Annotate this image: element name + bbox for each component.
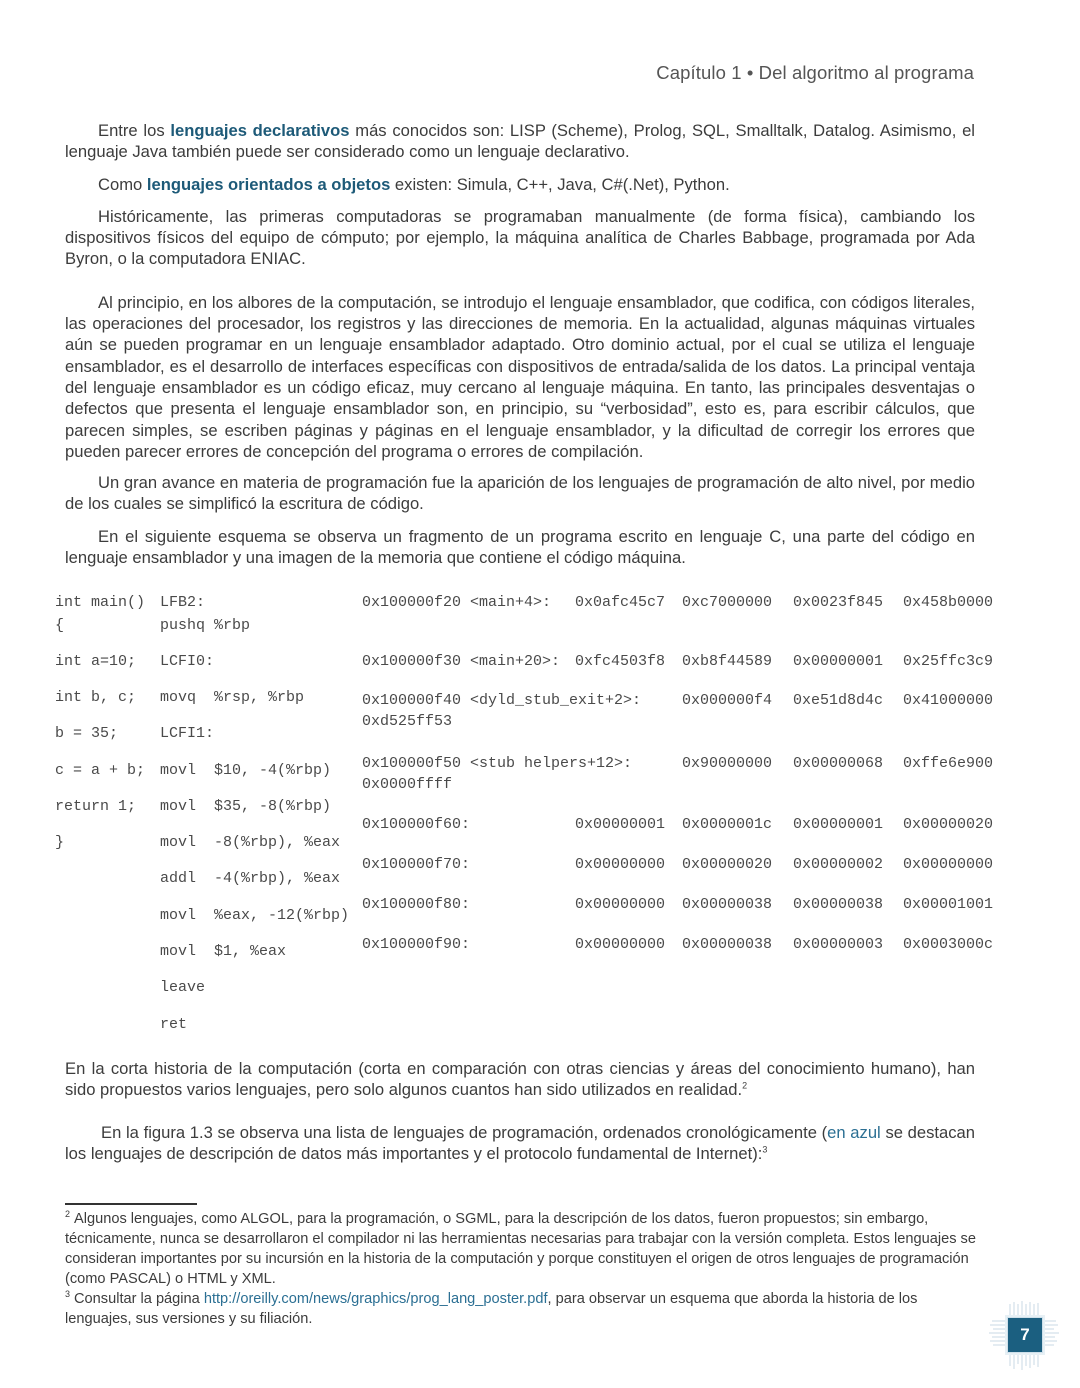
c-source-line: return 1; [55, 798, 137, 815]
text: más conocidos son: LISP (Scheme), Prolog, SQL, Smalltalk, Datalog. Asimismo, el lenguaje Java también puede ser considerado como un lenguaje declarativo. [65, 121, 975, 162]
memory-word: 0x00000002 [793, 856, 884, 873]
memory-word: 0x0000001c [682, 816, 773, 833]
paragraph-assembler: Al principio, en los albores de la computación, se introdujo el lenguaje ensamblador, que codifica, con códigos literales, las operaciones del procesador, los registros y las direcciones de memoria. En la actualidad, algunas máquinas virtuales aún se pueden programar en un lenguaje ensamblador adaptado. Otro dominio actual, por el cual se utiliza el lenguaje ensamblador, es el desarrollo de interfaces específicas con dispositivos de entrada/salida de los datos. La principal ventaja del lenguaje ensamblador es un código eficaz, muy cercano al lenguaje máquina. En tanto, las principales desventajas o defectos que presenta el lenguaje ensamblador son, en principio, su “verbosidad”, esto es, para escribir cálculos, que parecen simples, se escriben páginas y páginas en el lenguaje ensamblador, y la dificultad de corregir los errores que pueden parecer errores de concepción del programa o errores de compilación. [65, 292, 975, 461]
c-source-line: } [55, 834, 65, 851]
highlight-term: lenguajes declarativos [170, 121, 350, 140]
footnote-text: , para observar un esquema que aborda la historia de los lenguajes, sus versiones y su filiación. [65, 1291, 918, 1327]
assembly-line: LFB2: [160, 594, 206, 611]
assembly-line: movq %rsp, %rbp [160, 689, 305, 706]
c-source-line: b = 35; [55, 725, 119, 742]
memory-word-wrapped: 0x0000ffff [362, 776, 453, 793]
c-source-line: int main() [55, 594, 146, 611]
text: existen: Simula, C++, Java, C#(.Net), Python. [390, 174, 730, 194]
memory-address: 0x100000f30 <main+20>: [362, 653, 561, 670]
footnote-number: 2 [65, 1209, 71, 1220]
memory-address: 0x100000f60: [362, 816, 471, 833]
memory-word: 0x00000000 [575, 896, 666, 913]
footnote-ref[interactable]: 2 [742, 1080, 748, 1091]
highlight-term: lenguajes orientados a objetos [146, 174, 391, 194]
body-text-top [65, 120, 975, 568]
memory-word: 0x00000001 [793, 816, 884, 833]
paragraph-history: Históricamente, las primeras computadoras se programaban manualmente (de forma física), cambiando los dispositivos físicos del equipo de cómputo; por ejemplo, la máquina analítica de Charles Babbage, programada por Ada Byron, o la computadora ENIAC. [65, 206, 975, 269]
text: se destacan los lenguajes de descripción de datos más importantes y el protocolo fundamental de Internet): [65, 1122, 976, 1163]
memory-address: 0x100000f20 <main+4>: [362, 594, 552, 611]
memory-word: 0x0afc45c7 [575, 594, 666, 611]
assembly-line: ret [160, 1016, 188, 1033]
assembly-line: LCFI1: [160, 725, 215, 742]
memory-address: 0x100000f40 <dyld_stub_exit+2>: [362, 692, 642, 709]
footnote-text: Consultar la página [74, 1291, 204, 1307]
c-source-line: int a=10; [55, 653, 137, 670]
assembly-line: LCFI0: [160, 653, 215, 670]
memory-word: 0x25ffc3c9 [903, 653, 994, 670]
footnote-divider [65, 1203, 197, 1205]
assembly-line: movl -8(%rbp), %eax [160, 834, 341, 851]
memory-word: 0x00000001 [793, 653, 884, 670]
memory-word: 0x90000000 [682, 755, 773, 772]
memory-word: 0x458b0000 [903, 594, 994, 611]
footnote-ref[interactable]: 3 [762, 1144, 768, 1155]
paragraph-oop [65, 174, 975, 195]
text: En la corta historia de la computación (corta en comparación con otras ciencias y áreas del conocimiento humano), han sido propuestos varios lenguajes, pero solo algunos cuantos han sido utilizados en realidad. [65, 1059, 975, 1100]
page-number: 7 [1020, 1325, 1030, 1344]
paragraph-scheme-intro: En el siguiente esquema se observa un fragmento de un programa escrito en lenguaje C, una parte del código en lenguaje ensamblador y una imagen de la memoria que contiene el código máquina. [65, 526, 975, 568]
memory-word-wrapped: 0xd525ff53 [362, 713, 453, 730]
text: Entre los [98, 121, 171, 140]
memory-word: 0x00000038 [793, 896, 884, 913]
assembly-line: leave [160, 979, 206, 996]
memory-word: 0x00000038 [682, 896, 773, 913]
footnotes [65, 1209, 977, 1329]
memory-word: 0xb8f44589 [682, 653, 773, 670]
memory-word: 0x00000038 [682, 936, 773, 953]
paragraph-short-history [65, 1058, 975, 1101]
memory-word: 0x00000000 [903, 856, 994, 873]
assembly-line: movl %eax, -12(%rbp) [160, 907, 350, 924]
memory-address: 0x100000f90: [362, 936, 471, 953]
text: Como [98, 174, 147, 194]
assembly-line: movl $1, %eax [160, 943, 287, 960]
memory-word: 0x00000000 [575, 936, 666, 953]
memory-word: 0x00000068 [793, 755, 884, 772]
c-source-line: { [55, 617, 65, 634]
memory-word: 0x000000f4 [682, 692, 773, 709]
assembly-line: addl -4(%rbp), %eax [160, 870, 341, 887]
memory-word: 0x00000020 [903, 816, 994, 833]
running-header: Capítulo 1 • Del algoritmo al programa [656, 62, 974, 83]
paragraph-figure-ref [65, 1122, 975, 1165]
c-source-line: int b, c; [55, 689, 137, 706]
memory-word: 0x00000020 [682, 856, 773, 873]
memory-word: 0xfc4503f8 [575, 653, 666, 670]
memory-word: 0x00001001 [903, 896, 994, 913]
assembly-line: pushq %rbp [160, 617, 251, 634]
memory-address: 0x100000f70: [362, 856, 471, 873]
memory-word: 0xffe6e900 [903, 755, 994, 772]
paragraph-declarative [65, 120, 975, 163]
blue-legend-text: en azul [827, 1122, 881, 1142]
memory-address: 0x100000f50 <stub helpers+12>: [362, 755, 633, 772]
memory-word: 0x0003000c [903, 936, 994, 953]
body-text-bottom [65, 1058, 975, 1164]
footnote-number: 3 [65, 1289, 71, 1300]
assembly-line: movl $35, -8(%rbp) [160, 798, 332, 815]
memory-word: 0xc7000000 [682, 594, 773, 611]
memory-word: 0xe51d8d4c [793, 692, 884, 709]
memory-word: 0x41000000 [903, 692, 994, 709]
memory-address: 0x100000f80: [362, 896, 471, 913]
footnote-text: Algunos lenguajes, como ALGOL, para la programación, o SGML, para la descripción de los datos, fueron propuestos; sin embargo, técnicamente, nunca se desarrollaron el compilador ni las herramientas necesarias para trabajar con la versión completa. Estos lenguajes se consideran importantes por su incursión en la historia de la computación y porque constituyen el origen de otros lenguajes de programación (como PASCAL) o HTML y XML. [65, 1211, 976, 1287]
text: En la figura 1.3 se observa una lista de lenguajes de programación, ordenados cronológicamente ( [101, 1122, 828, 1142]
memory-word: 0x00000000 [575, 856, 666, 873]
footnote-2 [65, 1209, 977, 1289]
footnote-3 [65, 1289, 977, 1329]
poster-link[interactable]: http://oreilly.com/news/graphics/prog_lang_poster.pdf [203, 1291, 548, 1307]
page-number-badge [988, 1300, 1060, 1372]
memory-word: 0x0023f845 [793, 594, 884, 611]
c-source-line: c = a + b; [55, 762, 146, 779]
assembly-line: movl $10, -4(%rbp) [160, 762, 332, 779]
memory-word: 0x00000003 [793, 936, 884, 953]
paragraph-high-level: Un gran avance en materia de programación fue la aparición de los lenguajes de programación de alto nivel, por medio de los cuales se simplificó la escritura de código. [65, 473, 975, 514]
memory-word: 0x00000001 [575, 816, 666, 833]
page-chip [1007, 1317, 1043, 1353]
